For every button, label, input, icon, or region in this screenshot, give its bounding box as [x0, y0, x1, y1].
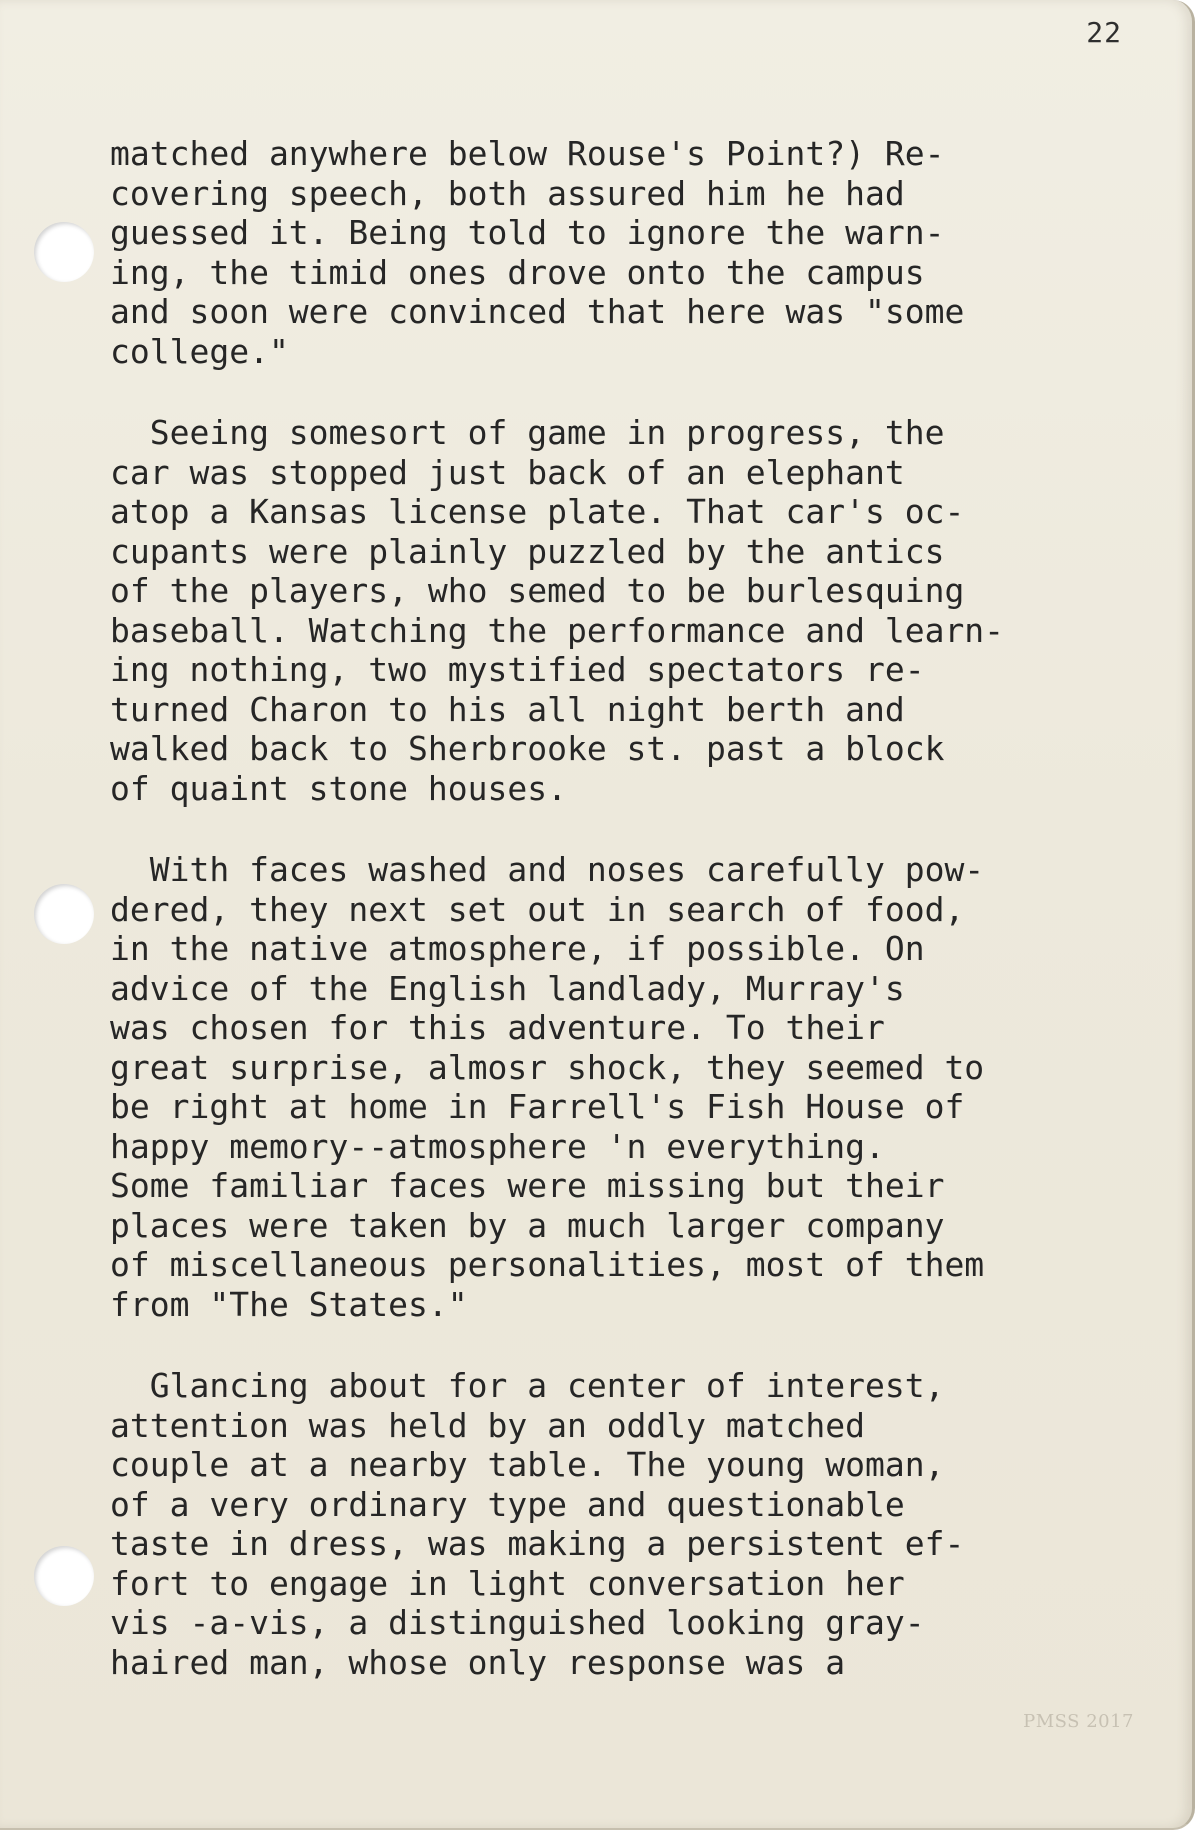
text-line: ing nothing, two mystified spectators re- [110, 650, 925, 689]
text-line: advice of the English landlady, Murray's [110, 968, 905, 1008]
text-line: cupants were plainly puzzled by the antics [110, 531, 945, 571]
text-line: walked back to Sherbrooke st. past a block [110, 729, 945, 768]
binder-hole-middle [34, 884, 94, 944]
text-line: matched anywhere below Rouse's Point?) Re- [110, 134, 945, 173]
text-line: of a very ordinary type and questionable [110, 1484, 905, 1524]
text-line: guessed it. Being told to ignore the warn- [110, 213, 945, 252]
text-line: Seeing somesort of game in progress, the [110, 413, 945, 452]
text-line: attention was held by an oddly matched [110, 1405, 865, 1445]
text-line: taste in dress, was making a persistent ef- [110, 1524, 965, 1563]
paragraph-3 [110, 850, 1190, 1324]
text-line: Some familiar faces were missing but their [110, 1166, 945, 1205]
text-line: happy memory--atmosphere 'n everything. [110, 1126, 885, 1166]
text-line: car was stopped just back of an elephant [110, 452, 905, 492]
text-line: baseball. Watching the performance and learn- [110, 610, 1005, 650]
text-line: in the native atmosphere, if possible. On [110, 929, 925, 968]
text-line: Glancing about for a center of interest, [110, 1366, 945, 1405]
text-line: was chosen for this adventure. To their [110, 1008, 885, 1047]
text-line: and soon were convinced that here was "some [110, 292, 965, 331]
text-line: haired man, whose only response was a [110, 1642, 846, 1682]
text-line: college." [110, 331, 289, 371]
text-line: couple at a nearby table. The young woman, [110, 1445, 945, 1484]
text-line: With faces washed and noses carefully pow- [110, 850, 985, 889]
page-number: 22 [1086, 16, 1122, 49]
paragraph-1 [110, 134, 1190, 371]
text-line: great surprise, almosr shock, they seemed to [110, 1047, 985, 1087]
text-line: fort to engage in light conversation her [110, 1563, 905, 1603]
text-line: of miscellaneous personalities, most of them [110, 1245, 985, 1284]
text-line: atop a Kansas license plate. That car's oc- [110, 492, 965, 531]
page-body [110, 134, 1190, 1724]
text-line: from "The States." [110, 1284, 468, 1324]
archive-watermark: PMSS 2017 [1023, 1711, 1134, 1732]
text-line: turned Charon to his all night berth and [110, 689, 905, 729]
binder-hole-bottom [34, 1546, 94, 1606]
text-line: vis -a-vis, a distinguished looking gray- [110, 1603, 925, 1642]
text-line: places were taken by a much larger company [110, 1205, 945, 1245]
text-line: of quaint stone houses. [110, 768, 567, 808]
binder-hole-top [34, 222, 94, 282]
paragraph-2 [110, 413, 1190, 808]
paragraph-4 [110, 1366, 1190, 1682]
text-line: of the players, who semed to be burlesquing [110, 571, 965, 610]
text-line: dered, they next set out in search of food, [110, 889, 965, 929]
text-line: covering speech, both assured him he had [110, 173, 905, 213]
text-line: be right at home in Farrell's Fish House of [110, 1087, 965, 1126]
text-line: ing, the timid ones drove onto the campus [110, 252, 925, 292]
